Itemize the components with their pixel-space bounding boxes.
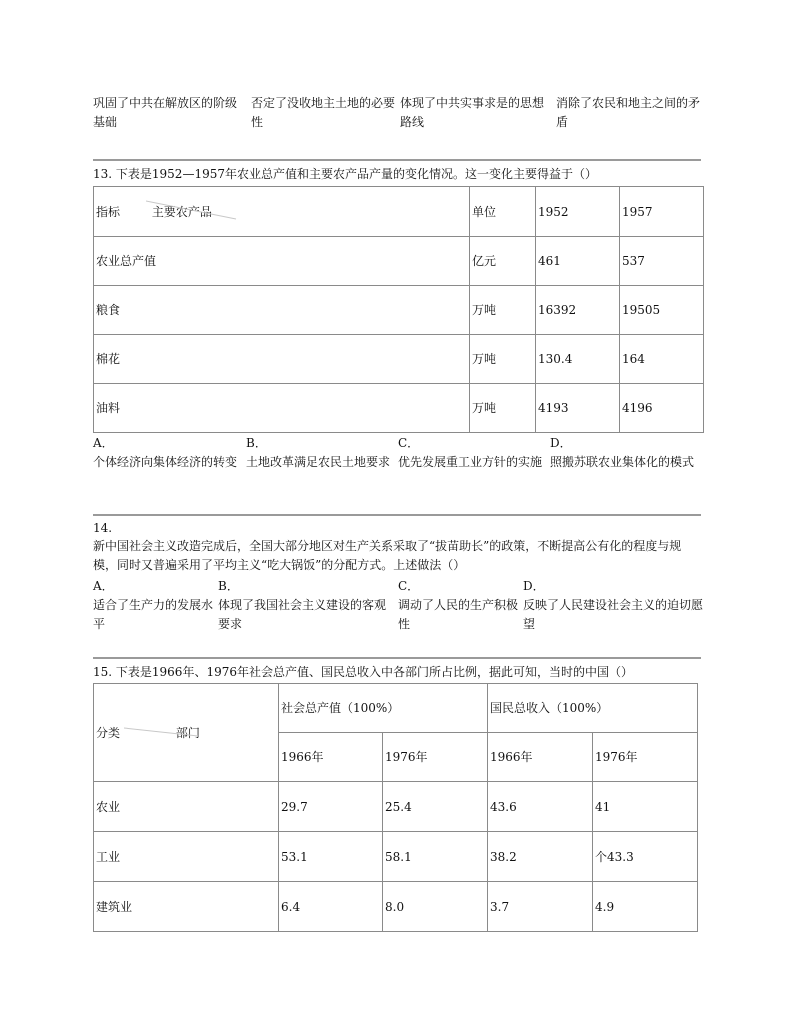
row-value: 8.0 — [383, 882, 488, 932]
q13-option-c-letter: C． — [398, 436, 420, 450]
q14-option-b-letter: B． — [218, 579, 239, 593]
row-value: 6.4 — [279, 882, 383, 932]
q12-option-a[interactable] — [93, 94, 241, 132]
q15-table — [93, 683, 698, 932]
q13-option-a-text: 个体经济向集体经济的转变 — [93, 455, 238, 469]
header-unit: 单位 — [470, 187, 536, 237]
row-value: 4.9 — [593, 882, 698, 932]
diagonal-line — [124, 724, 204, 754]
row-value: 25.4 — [383, 782, 488, 832]
q14-option-c-letter: C． — [398, 579, 420, 593]
q12-option-b-text: 否定了没收地主土地的必要性 — [251, 96, 396, 129]
row-value: 130.4 — [536, 335, 620, 384]
table-header-row — [94, 187, 704, 237]
row-value: 个43.3 — [593, 832, 698, 882]
row-label: 粮食 — [94, 286, 470, 335]
table-row — [94, 237, 704, 286]
row-unit: 万吨 — [470, 286, 536, 335]
q14-option-d-letter: D． — [523, 579, 545, 593]
year-header: 1976年 — [383, 733, 488, 782]
q14-option-a-text: 适合了生产力的发展水平 — [93, 598, 214, 631]
q14-option-c[interactable] — [398, 577, 522, 634]
q15-stem: 15. 下表是1966年、1976年社会总产值、国民总收入中各部门所占比例，据此可知，当时的中国（） — [93, 665, 633, 679]
row-label: 农业 — [94, 782, 279, 832]
table-row — [94, 782, 698, 832]
row-unit: 万吨 — [470, 384, 536, 433]
row-value: 38.2 — [488, 832, 593, 882]
q14-stem: 新中国社会主义改造完成后，全国大部分地区对生产关系采取了“拔苗助长”的政策，不断提高公有化的程度与规模，同时又普遍采用了平均主义“吃大锅饭”的分配方式。上述做法（） — [93, 539, 682, 572]
q14-option-a-letter: A． — [93, 579, 114, 593]
q14-number: 14. — [93, 521, 113, 535]
q13-option-b-text: 土地改革满足农民土地要求 — [246, 455, 391, 469]
table-header-row — [94, 684, 698, 733]
q14-option-a[interactable] — [93, 577, 213, 634]
group-header-income: 国民总收入（100%） — [488, 684, 698, 733]
q13-option-c[interactable] — [398, 434, 546, 472]
row-value: 58.1 — [383, 832, 488, 882]
q13-option-b[interactable] — [246, 434, 394, 472]
corner-right-label: 主要农产品 — [151, 204, 212, 219]
header-year-1957: 1957 — [620, 187, 704, 237]
corner-header-cell — [94, 684, 279, 782]
row-value: 53.1 — [279, 832, 383, 882]
q12-option-c[interactable] — [400, 94, 548, 132]
q14-option-d[interactable] — [523, 577, 703, 634]
year-header: 1966年 — [279, 733, 383, 782]
row-value: 41 — [593, 782, 698, 832]
q14-option-b[interactable] — [218, 577, 396, 634]
q14-option-c-text: 调动了人民的生产积极性 — [398, 598, 519, 631]
row-label: 农业总产值 — [94, 237, 470, 286]
table-row — [94, 335, 704, 384]
row-value: 16392 — [536, 286, 620, 335]
q14-option-d-text: 反映了人民建设社会主义的迫切愿望 — [523, 598, 704, 631]
q12-option-d-text: 消除了农民和地主之间的矛盾 — [556, 96, 701, 129]
q13-stem: 13. 下表是1952—1957年农业总产值和主要农产品产量的变化情况。这一变化主要得益于（） — [93, 167, 597, 181]
divider — [93, 514, 701, 516]
table-row — [94, 286, 704, 335]
q13-option-c-text: 优先发展重工业方针的实施 — [398, 455, 543, 469]
corner-left-label: 分类 — [96, 725, 121, 740]
header-year-1952: 1952 — [536, 187, 620, 237]
row-label: 建筑业 — [94, 882, 279, 932]
row-value: 4193 — [536, 384, 620, 433]
q14-option-b-text: 体现了我国社会主义建设的客观要求 — [218, 598, 387, 631]
year-header: 1976年 — [593, 733, 698, 782]
q13-option-d-text: 照搬苏联农业集体化的模式 — [550, 455, 695, 469]
row-value: 4196 — [620, 384, 704, 433]
row-value: 3.7 — [488, 882, 593, 932]
table-row — [94, 832, 698, 882]
divider — [93, 159, 701, 161]
row-label: 棉花 — [94, 335, 470, 384]
corner-left-label: 指标 — [96, 204, 121, 219]
row-label: 工业 — [94, 832, 279, 882]
q12-option-a-text: 巩固了中共在解放区的阶级基础 — [93, 96, 238, 129]
row-value: 29.7 — [279, 782, 383, 832]
row-value: 43.6 — [488, 782, 593, 832]
q13-option-d-letter: D． — [550, 436, 572, 450]
table-row — [94, 384, 704, 433]
divider — [93, 657, 701, 659]
row-label: 油料 — [94, 384, 470, 433]
q13-option-d[interactable] — [550, 434, 698, 472]
corner-header-cell — [94, 187, 470, 237]
q12-option-d[interactable] — [556, 94, 704, 132]
q13-option-a-letter: A． — [93, 436, 114, 450]
row-value: 19505 — [620, 286, 704, 335]
diagonal-line — [146, 197, 246, 227]
row-unit: 万吨 — [470, 335, 536, 384]
row-value: 164 — [620, 335, 704, 384]
year-header: 1966年 — [488, 733, 593, 782]
corner-right-label: 部门 — [175, 725, 200, 740]
q12-option-c-text: 体现了中共实事求是的思想路线 — [400, 96, 545, 129]
q12-option-b[interactable] — [251, 94, 399, 132]
q13-table — [93, 186, 704, 433]
row-value: 537 — [620, 237, 704, 286]
row-unit: 亿元 — [470, 237, 536, 286]
q13-option-a[interactable] — [93, 434, 241, 472]
q13-option-b-letter: B． — [246, 436, 267, 450]
group-header-output: 社会总产值（100%） — [279, 684, 488, 733]
row-value: 461 — [536, 237, 620, 286]
table-row — [94, 882, 698, 932]
